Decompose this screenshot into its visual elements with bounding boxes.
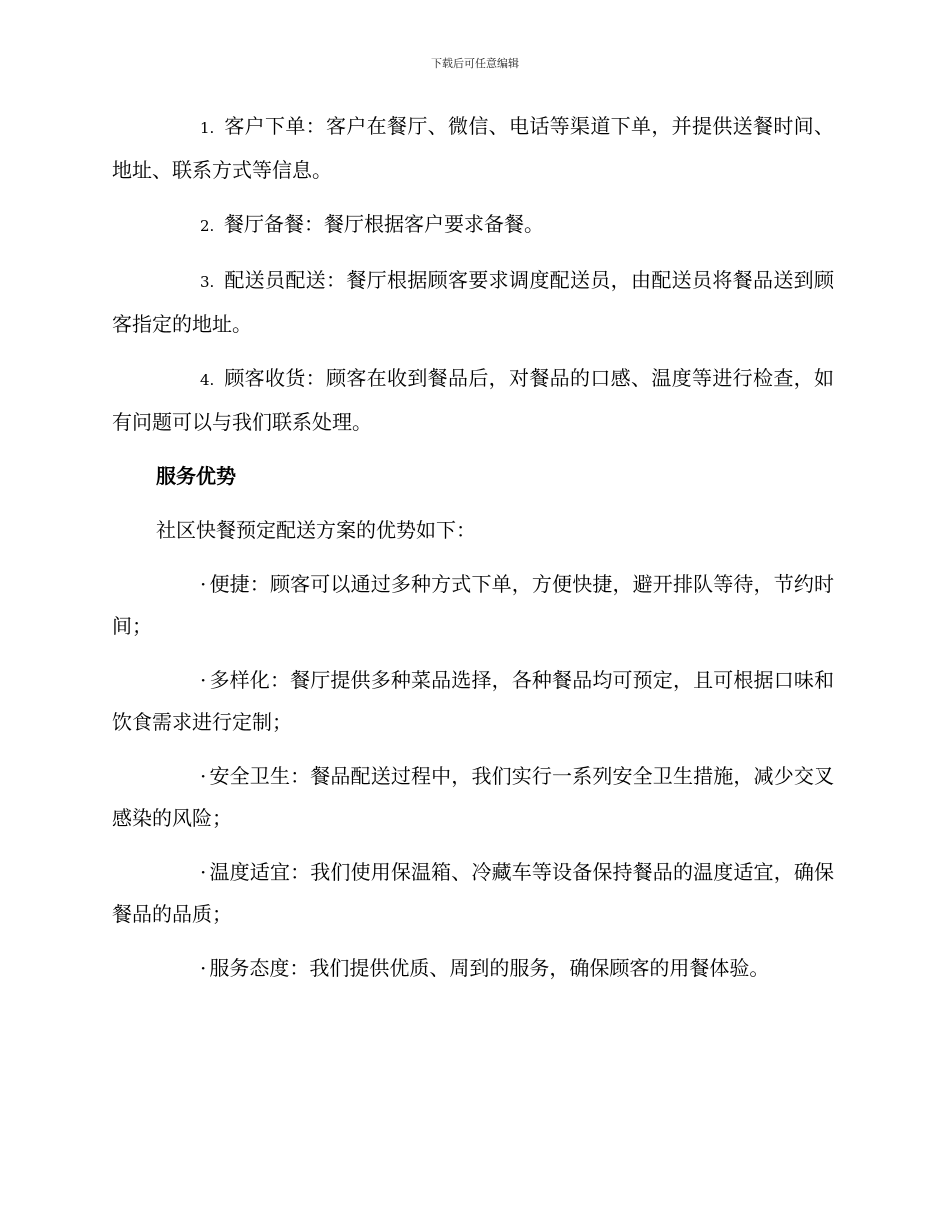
bullet-icon: · (200, 956, 207, 980)
header-note: 下载后可任意编辑 (431, 57, 519, 70)
advantage-text: 服务态度：我们提供优质、周到的服务，确保顾客的用餐体验。 (209, 956, 770, 980)
step-number: 3. (200, 273, 215, 291)
step-item (112, 357, 834, 443)
step-number: 1. (200, 119, 215, 137)
advantage-item (112, 851, 834, 935)
advantage-text: 多样化：餐厅提供多种菜品选择，各种餐品均可预定，且可根据口味和饮食需求进行定制； (112, 668, 834, 734)
advantage-text: 温度适宜：我们使用保温箱、冷藏车等设备保持餐品的温度适宜，确保餐品的品质； (112, 860, 834, 926)
advantage-item (112, 659, 834, 743)
step-number: 4. (200, 371, 215, 389)
step-text: 餐厅备餐：餐厅根据客户要求备餐。 (224, 212, 544, 236)
step-item (112, 203, 834, 247)
step-item (112, 105, 834, 191)
bullet-icon: · (200, 572, 207, 596)
bullet-icon: · (200, 668, 207, 692)
bullet-icon: · (200, 860, 207, 884)
section-heading: 服务优势 (156, 464, 236, 488)
advantage-text: 便捷：顾客可以通过多种方式下单，方便快捷，避开排队等待，节约时间； (112, 572, 834, 638)
document-body (112, 105, 834, 1001)
bullet-icon: · (200, 764, 207, 788)
step-text: 顾客收货：顾客在收到餐品后，对餐品的口感、温度等进行检查，如有问题可以与我们联系处理。 (112, 366, 834, 434)
intro-paragraph: 社区快餐预定配送方案的优势如下： (156, 518, 476, 542)
advantage-item (112, 755, 834, 839)
advantage-text: 安全卫生：餐品配送过程中，我们实行一系列安全卫生措施，减少交叉感染的风险； (112, 764, 834, 830)
step-text: 配送员配送：餐厅根据顾客要求调度配送员，由配送员将餐品送到顾客指定的地址。 (112, 268, 834, 336)
step-item (112, 259, 834, 345)
step-text: 客户下单：客户在餐厅、微信、电话等渠道下单，并提供送餐时间、地址、联系方式等信息。 (112, 114, 834, 182)
advantage-item (112, 947, 834, 989)
advantage-item (112, 563, 834, 647)
step-number: 2. (200, 217, 215, 235)
